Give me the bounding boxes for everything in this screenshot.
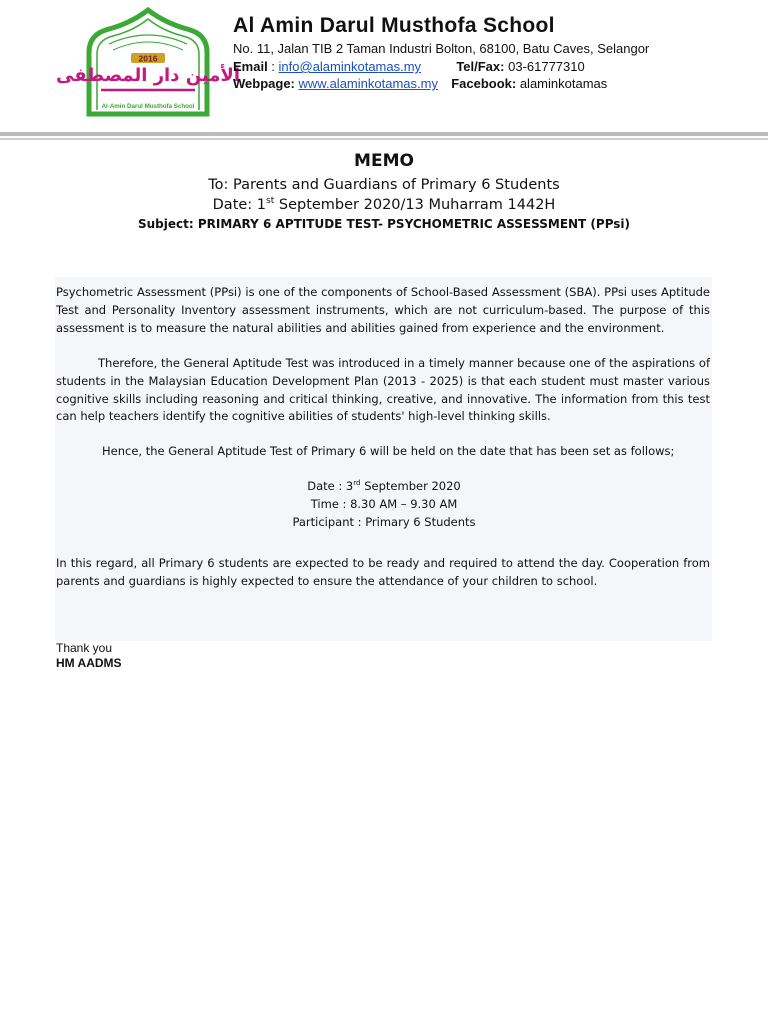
email-label: Email — [233, 59, 268, 74]
body-paragraph-1: Psychometric Assessment (PPsi) is one of the components of School-Based Assessment (SBA). PPsi uses Aptitude Test and Personality Inventory assessment instruments, which are not curriculum-based. The purpose of this assessment is to measure the natural abilities and abilities gained from experience and the environment. — [56, 285, 710, 335]
logo-year: 2016 — [138, 53, 158, 64]
body-paragraph-4: In this regard, all Primary 6 students are expected to be ready and required to attend the day. Cooperation from parents and guardians is highly expected to ensure the attendance of your children to school. — [56, 556, 710, 588]
event-date — [0, 479, 768, 493]
tel-label: Tel/Fax: — [456, 59, 505, 74]
header-divider — [0, 132, 768, 136]
event-date-suffix: September 2020 — [360, 479, 461, 493]
letterhead — [0, 0, 768, 135]
closing-signature: HM AADMS — [56, 656, 122, 670]
body-paragraph-2: Therefore, the General Aptitude Test was introduced in a timely manner because one of the aspirations of students in the Malaysian Education Development Plan (2013 - 2025) is that each student must master various cognitive skills including reasoning and critical thinking, creative, and innovative. The information from this test can help teachers identify the cognitive abilities of students' high-level thinking skills. — [56, 356, 710, 424]
memo-date — [0, 197, 768, 213]
memo-subject: Subject: PRIMARY 6 APTITUDE TEST- PSYCHOMETRIC ASSESSMENT (PPsi) — [137, 217, 631, 231]
memo-date-prefix: Date: 1 — [212, 197, 267, 213]
logo-arabic-name: الأمين دار المصطفى — [56, 65, 240, 86]
event-time: Time : 8.30 AM – 9.30 AM — [310, 497, 458, 511]
email-link[interactable]: info@alaminkotamas.my — [278, 59, 422, 74]
school-logo — [56, 10, 240, 116]
web-line — [233, 76, 607, 91]
memo-title: MEMO — [354, 151, 414, 171]
event-participant: Participant : Primary 6 Students — [292, 515, 476, 529]
body-paragraph-3: Hence, the General Aptitude Test of Primary 6 will be held on the date that has been set as follows; — [102, 444, 675, 458]
memo-date-ordinal: st — [266, 196, 275, 207]
facebook-label: Facebook: — [451, 76, 517, 91]
school-address: No. 11, Jalan TIB 2 Taman Industri Bolton, 68100, Batu Caves, Selangor — [233, 41, 650, 56]
logo-caption: Al-Amin Darul Musthofa School — [101, 103, 195, 110]
header-divider-thin — [0, 138, 768, 140]
memo-date-suffix: September 2020/13 Muharram 1442H — [274, 197, 556, 213]
webpage-label: Webpage: — [233, 76, 295, 91]
facebook-value: alaminkotamas — [516, 76, 608, 91]
memo-recipient: To: Parents and Guardians of Primary 6 Students — [208, 177, 560, 193]
event-date-prefix: Date : 3 — [307, 479, 354, 493]
school-name: Al Amin Darul Musthofa School — [233, 14, 555, 37]
closing-thanks: Thank you — [56, 641, 113, 655]
email-separator: : — [267, 59, 279, 74]
tel-value: 03-61777310 — [504, 59, 585, 74]
event-date-ordinal: rd — [353, 478, 361, 488]
contact-line — [233, 59, 585, 74]
webpage-link[interactable]: www.alaminkotamas.my — [298, 76, 438, 91]
